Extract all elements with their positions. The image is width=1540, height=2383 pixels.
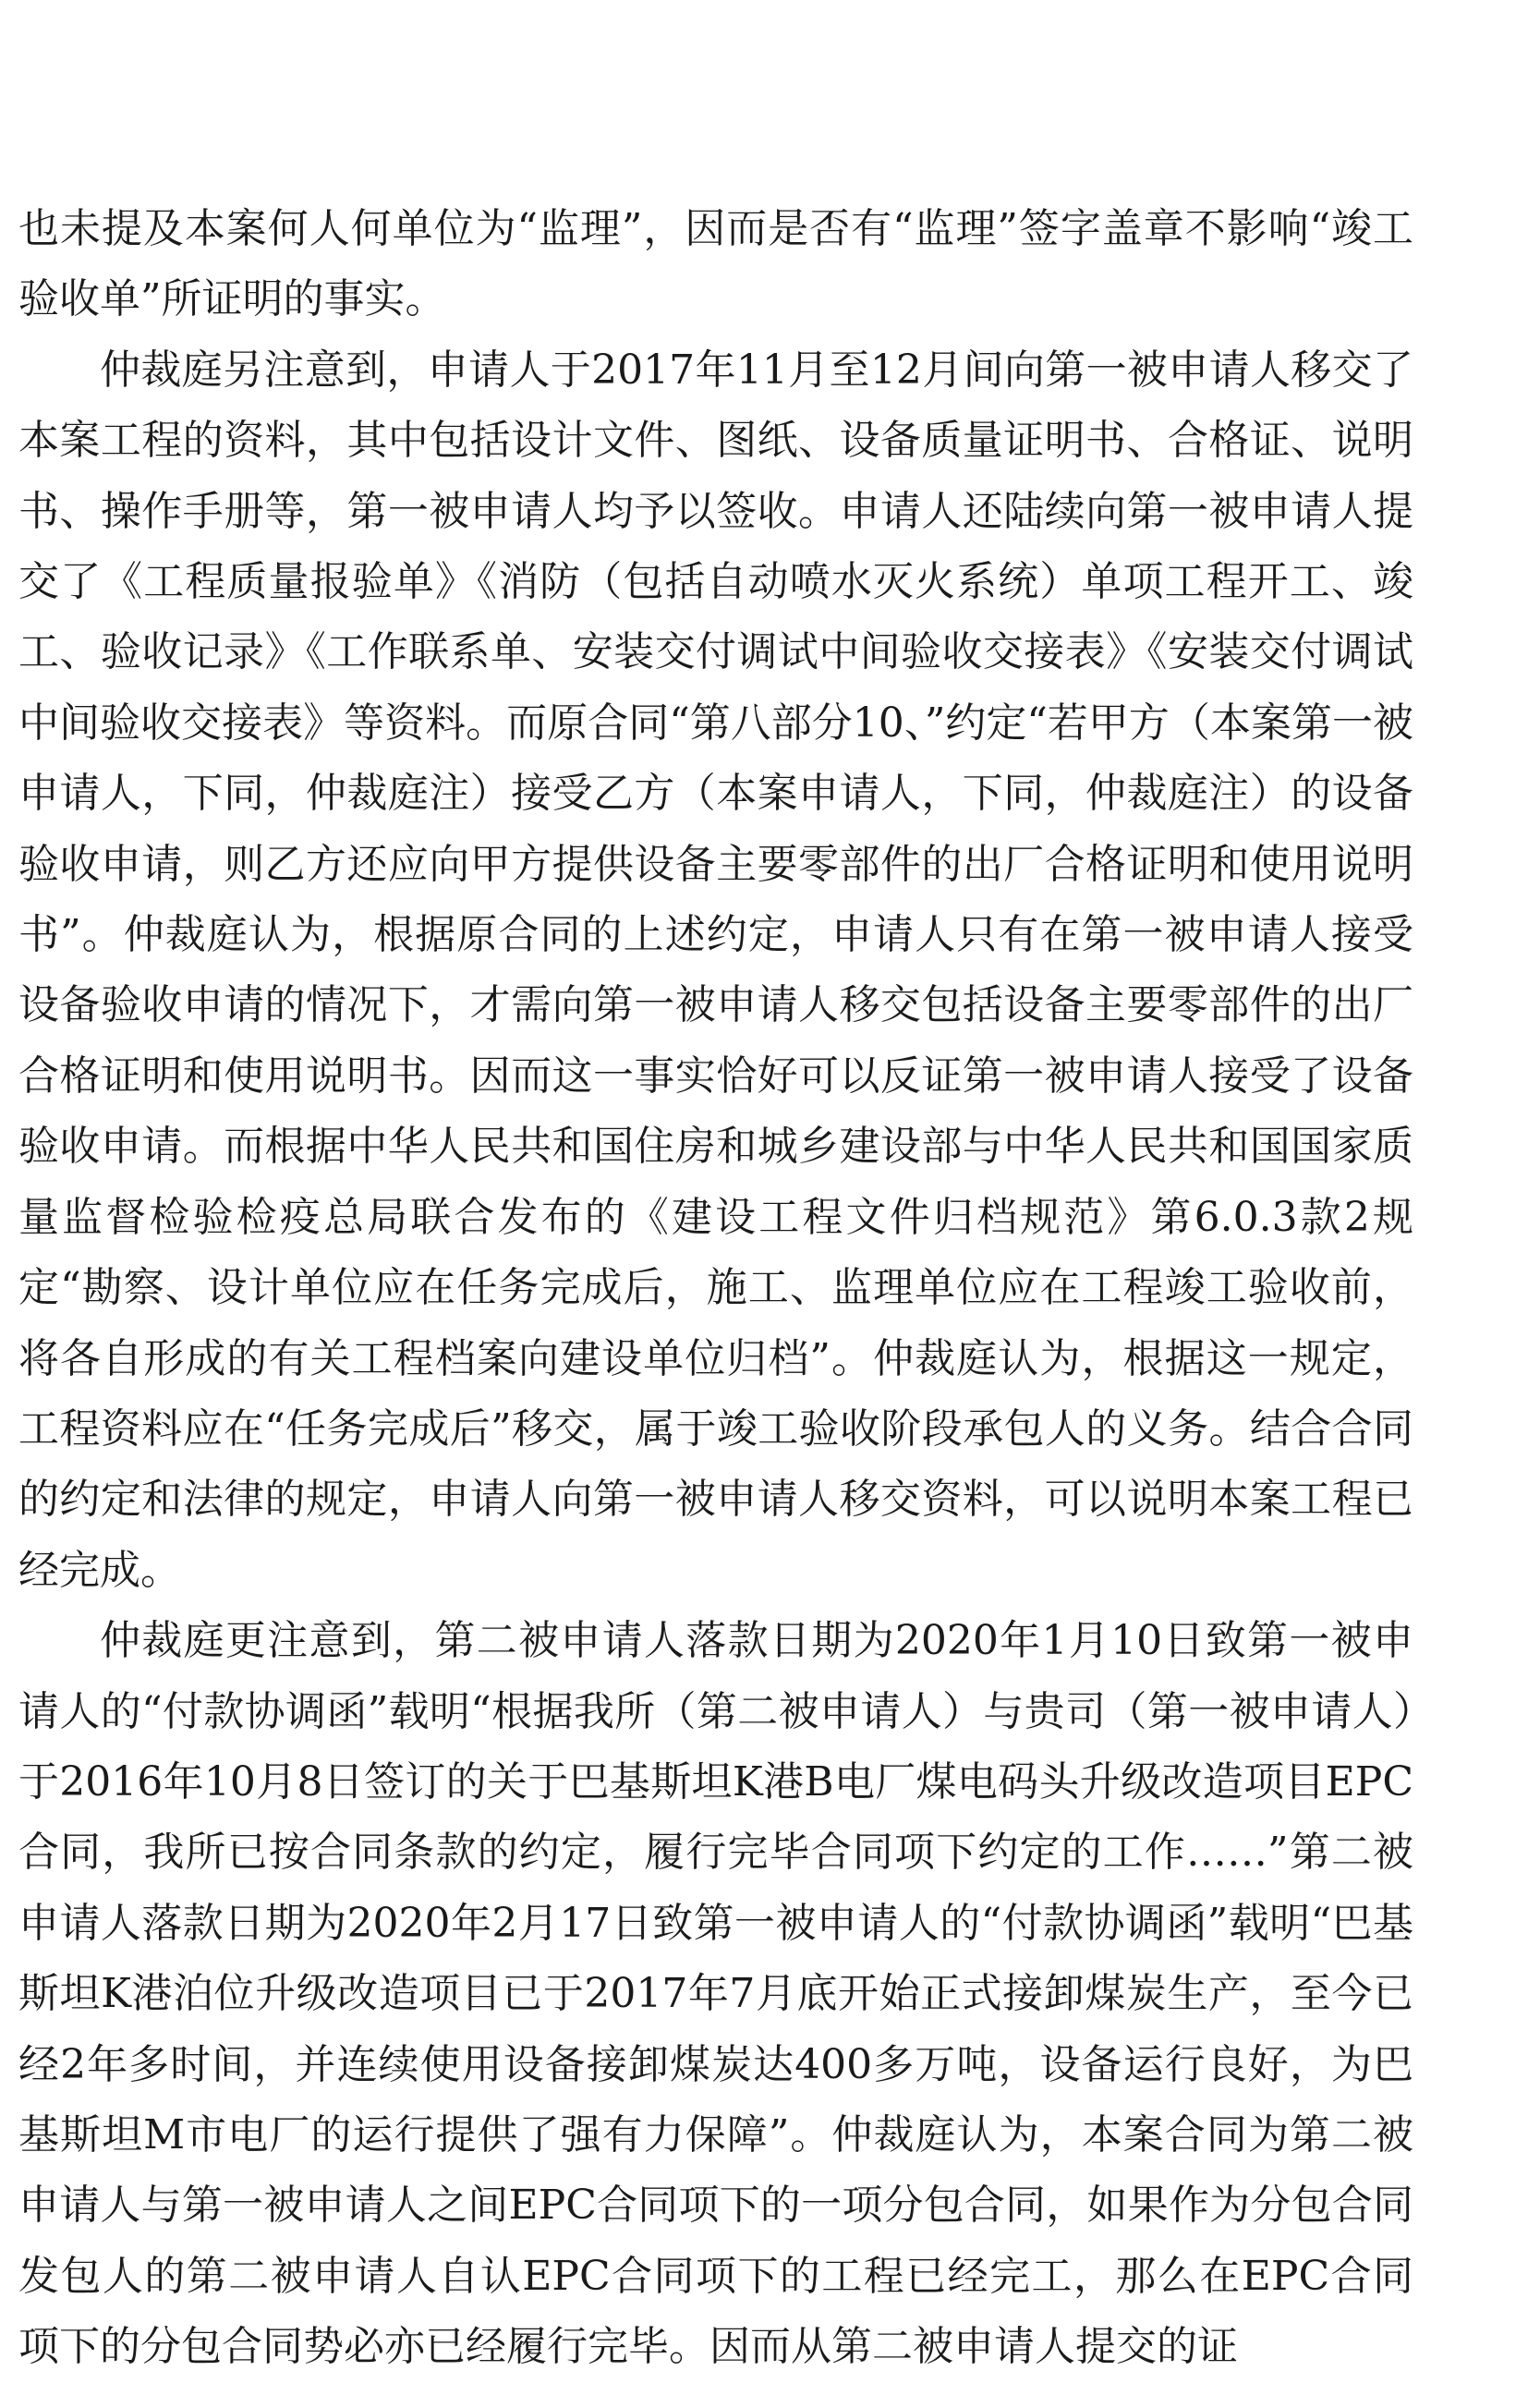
- paragraph-materials-transfer: 仲裁庭另注意到，申请人于2017年11月至12月间向第一被申请人移交了本案工程的资料，其中包括设计文件、图纸、设备质量证明书、合格证、说明书、操作手册等，第一被申请人均予以签收。申请人还陆续向第一被申请人提交了《工程质量报验单》《消防（包括自动喷水灭火系统）单项工程开工、竣工、验收记录》《工作联系单、安装交付调试中间验收交接表》《安装交付调试中间验收交接表》等资料。而原合同“第八部分10、”约定“若甲方（本案第一被申请人，下同，仲裁庭注）接受乙方（本案申请人，下同，仲裁庭注）的设备验收申请，则乙方还应向甲方提供设备主要零部件的出厂合格证明和使用说明书”。仲裁庭认为，根据原合同的上述约定，申请人只有在第一被申请人接受设备验收申请的情况下，才需向第一被申请人移交包括设备主要零部件的出厂合格证明和使用说明书。因而这一事实恰好可以反证第一被申请人接受了设备验收申请。而根据中华人民共和国住房和城乡建设部与中华人民共和国国家质量监督检验检疫总局联合发布的《建设工程文件归档规范》第6.0.3款2规定“勘察、设计单位应在任务完成后，施工、监理单位应在工程竣工验收前，将各自形成的有关工程档案向建设单位归档”。仲裁庭认为，根据这一规定，工程资料应在“任务完成后”移交，属于竣工验收阶段承包人的义务。结合合同的约定和法律的规定，申请人向第一被申请人移交资料，可以说明本案工程已经完成。: [18, 346, 1413, 1594]
- paragraph-continuation: 也未提及本案何人何单位为“监理”，因而是否有“监理”签字盖章不影响“竣工验收单”所证明的事实。: [18, 205, 1413, 323]
- document-body: [18, 194, 1413, 2383]
- paragraph-payment-letters: 仲裁庭更注意到，第二被申请人落款日期为2020年1月10日致第一被申请人的“付款协调函”载明“根据我所（第二被申请人）与贵司（第一被申请人）于2016年10月8日签订的关于巴基斯坦K港B电厂煤电码头升级改造项目EPC合同，我所已按合同条款的约定，履行完毕合同项下约定的工作……”第二被申请人落款日期为2020年2月17日致第一被申请人的“付款协调函”载明“巴基斯坦K港泊位升级改造项目已于2017年7月底开始正式接卸煤炭生产，至今已经2年多时间，并连续使用设备接卸煤炭达400多万吨，设备运行良好，为巴基斯坦M市电厂的运行提供了强有力保障”。仲裁庭认为，本案合同为第二被申请人与第一被申请人之间EPC合同项下的一项分包合同，如果作为分包合同发包人的第二被申请人自认EPC合同项下的工程已经完工，那么在EPC合同项下的分包合同势必亦已经履行完毕。因而从第二被申请人提交的证: [18, 1617, 1413, 2371]
